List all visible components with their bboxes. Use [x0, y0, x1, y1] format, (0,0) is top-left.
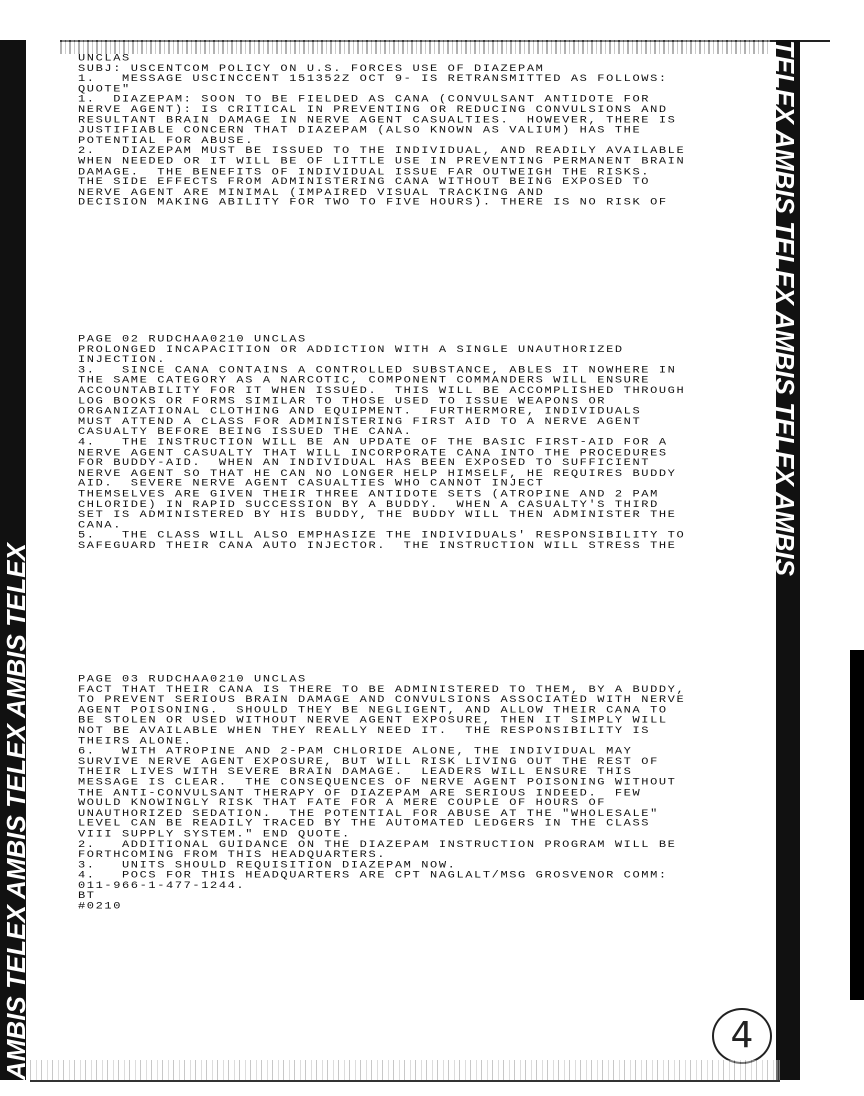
text-line: THEMSELVES ARE GIVEN THEIR THREE ANTIDOTE SETS (ATROPINE AND 2 PAM: [78, 488, 659, 500]
text-line: FACT THAT THEIR CANA IS THERE TO BE ADMINISTERED TO THEM, BY A BUDDY,: [78, 683, 686, 695]
text-line: NOT BE AVAILABLE WHEN THEY REALLY NEED IT. THE RESPONSIBILITY IS: [78, 724, 651, 737]
text-line: SUBJ: USCENTCOM POLICY ON U.S. FORCES USE OF DIAZEPAM: [78, 62, 545, 74]
text-line: ORGANIZATIONAL CLOTHING AND EQUIPMENT. FURTHERMORE, INDIVIDUALS: [78, 405, 642, 417]
scan-noise-bottom: [30, 1060, 780, 1080]
text-line: SAFEGUARD THEIR CANA AUTO INJECTOR. THE INSTRUCTION WILL STRESS THE: [78, 539, 677, 552]
text-line: 2. ADDITIONAL GUIDANCE ON THE DIAZEPAM INSTRUCTION PROGRAM WILL BE: [78, 838, 677, 850]
text-line: POTENTIAL FOR ABUSE.: [78, 134, 255, 147]
text-line: 6. WITH ATROPINE AND 2-PAM CHLORIDE ALONE, THE INDIVIDUAL MAY: [78, 745, 633, 757]
text-line: THE SIDE EFFECTS FROM ADMINISTERING CANA WITHOUT BEING EXPOSED TO: [78, 176, 651, 188]
telex-page-3-text: [78, 674, 685, 912]
text-line: JUSTIFIABLE CONCERN THAT DIAZEPAM (ALSO KNOWN AS VALIUM) HAS THE: [78, 124, 642, 136]
text-line: AID. SEVERE NERVE AGENT CASUALTIES WHO CANNOT INJECT: [78, 477, 545, 490]
text-line: #0210: [78, 900, 123, 912]
telex-page-1-text: [78, 53, 685, 208]
text-line: PAGE 02 RUDCHAA0210 UNCLAS: [78, 333, 307, 345]
text-line: MUST ATTEND A CLASS FOR ADMINISTERING FIRST AID TO A NERVE AGENT: [78, 415, 642, 428]
text-line: NERVE AGENT ARE MINIMAL (IMPAIRED VISUAL TRACKING AND: [78, 186, 545, 198]
text-line: INJECTION.: [78, 353, 167, 366]
page-bottom-edge: [30, 1080, 780, 1082]
text-line: 3. SINCE CANA CONTAINS A CONTROLLED SUBSTANCE, ABLES IT NOWHERE IN: [78, 364, 677, 376]
text-line: SET IS ADMINISTERED BY HIS BUDDY, THE BUDDY WILL THEN ADMINISTER THE: [78, 508, 677, 521]
right-banner-text: TELEX AMBIS TELEX AMBIS TELEX AMBIS: [770, 40, 800, 576]
text-line: SURVIVE NERVE AGENT EXPOSURE, BUT WILL RISK LIVING OUT THE REST OF: [78, 755, 659, 768]
right-telex-banner: [770, 40, 800, 1080]
text-line: 4. POCS FOR THIS HEADQUARTERS ARE CPT NAGLALT/MSG GROSVENOR COMM:: [78, 869, 668, 881]
text-line: THEIRS ALONE.: [78, 735, 193, 747]
text-line: LOG BOOKS OR FORMS SIMILAR TO THOSE USED TO ISSUE WEAPONS OR: [78, 395, 607, 407]
text-line: BT: [78, 890, 96, 902]
scan-edge-bar: [850, 650, 864, 1000]
scan-noise-top: [60, 40, 770, 54]
handwritten-page-number: 4: [712, 1008, 772, 1064]
text-line: THE SAME CATEGORY AS A NARCOTIC, COMPONENT COMMANDERS WILL ENSURE: [78, 374, 651, 386]
text-line: QUOTE": [78, 83, 131, 95]
text-line: ACCOUNTABILITY FOR IT WHEN ISSUED. THIS WILL BE ACCOMPLISHED THROUGH: [78, 384, 686, 397]
text-line: 1. MESSAGE USCINCCENT 151352Z OCT 9- IS RETRANSMITTED AS FOLLOWS:: [78, 72, 668, 85]
text-line: FOR BUDDY-AID. WHEN AN INDIVIDUAL HAS BEEN EXPOSED TO SUFFICIENT: [78, 457, 651, 469]
text-line: PAGE 03 RUDCHAA0210 UNCLAS: [78, 673, 307, 685]
text-line: 3. UNITS SHOULD REQUISITION DIAZEPAM NOW.: [78, 859, 457, 871]
text-line: UNAUTHORIZED SEDATION. THE POTENTIAL FOR ABUSE AT THE "WHOLESALE": [78, 807, 659, 819]
text-line: WHEN NEEDED OR IT WILL BE OF LITTLE USE IN PREVENTING PERMANENT BRAIN: [78, 155, 686, 167]
text-line: NERVE AGENT SO THAT HE CAN NO LONGER HELP HIMSELF, HE REQUIRES BUDDY: [78, 467, 677, 479]
text-line: FORTHCOMING FROM THIS HEADQUARTERS.: [78, 848, 387, 861]
text-line: THE ANTI-CONVULSANT THERAPY OF DIAZEPAM ARE SERIOUS INDEED. FEW: [78, 786, 642, 799]
text-line: NERVE AGENT CASUALTY THAT WILL INCORPORATE CANA INTO THE PROCEDURES: [78, 446, 668, 459]
text-line: DAMAGE. THE BENEFITS OF INDIVIDUAL ISSUE FAR OUTWEIGH THE RISKS.: [78, 165, 651, 178]
text-line: CHLORIDE) IN RAPID SUCCESSION BY A BUDDY. WHEN A CASUALTY'S THIRD: [78, 498, 659, 510]
text-line: 1. DIAZEPAM: SOON TO BE FIELDED AS CANA (CONVULSANT ANTIDOTE FOR: [78, 93, 651, 105]
left-banner-text: AMBIS TELEX AMBIS TELEX AMBIS TELEX: [1, 543, 31, 1080]
text-line: 2. DIAZEPAM MUST BE ISSUED TO THE INDIVIDUAL, AND READILY AVAILABLE: [78, 145, 686, 157]
text-line: VIII SUPPLY SYSTEM." END QUOTE.: [78, 828, 351, 840]
text-line: PROLONGED INCAPACITION OR ADDICTION WITH A SINGLE UNAUTHORIZED: [78, 343, 624, 355]
text-line: CASUALTY BEFORE BEING ISSUED THE CANA.: [78, 426, 413, 438]
text-line: CANA.: [78, 519, 123, 531]
text-line: UNCLAS: [78, 52, 131, 64]
text-line: 5. THE CLASS WILL ALSO EMPHASIZE THE INDIVIDUALS' RESPONSIBILITY TO: [78, 529, 686, 541]
text-line: LEVEL CAN BE READILY TRACED BY THE AUTOMATED LEDGERS IN THE CLASS: [78, 817, 651, 830]
text-line: TO PREVENT SERIOUS BRAIN DAMAGE AND CONVULSIONS ASSOCIATED WITH NERVE: [78, 693, 686, 706]
text-line: WOULD KNOWINGLY RISK THAT FATE FOR A MERE COUPLE OF HOURS OF: [78, 797, 607, 809]
text-line: 011-966-1-477-1244.: [78, 879, 246, 892]
text-line: AGENT POISONING. SHOULD THEY BE NEGLIGENT, AND ALLOW THEIR CANA TO: [78, 704, 668, 716]
text-line: THEIR LIVES WITH SEVERE BRAIN DAMAGE. LEADERS WILL ENSURE THIS: [78, 766, 633, 778]
text-line: 4. THE INSTRUCTION WILL BE AN UPDATE OF THE BASIC FIRST-AID FOR A: [78, 436, 668, 448]
text-line: NERVE AGENT): IS CRITICAL IN PREVENTING OR REDUCING CONVULSIONS AND: [78, 103, 668, 116]
text-line: BE STOLEN OR USED WITHOUT NERVE AGENT EXPOSURE, THEN IT SIMPLY WILL: [78, 714, 668, 726]
left-telex-banner: [0, 40, 31, 1080]
telex-page-2-text: [78, 334, 685, 551]
text-line: DECISION MAKING ABILITY FOR TWO TO FIVE HOURS). THERE IS NO RISK OF: [78, 196, 668, 209]
text-line: MESSAGE IS CLEAR. THE CONSEQUENCES OF NERVE AGENT POISONING WITHOUT: [78, 776, 677, 788]
text-line: RESULTANT BRAIN DAMAGE IN NERVE AGENT CASUALTIES. HOWEVER, THERE IS: [78, 114, 677, 126]
